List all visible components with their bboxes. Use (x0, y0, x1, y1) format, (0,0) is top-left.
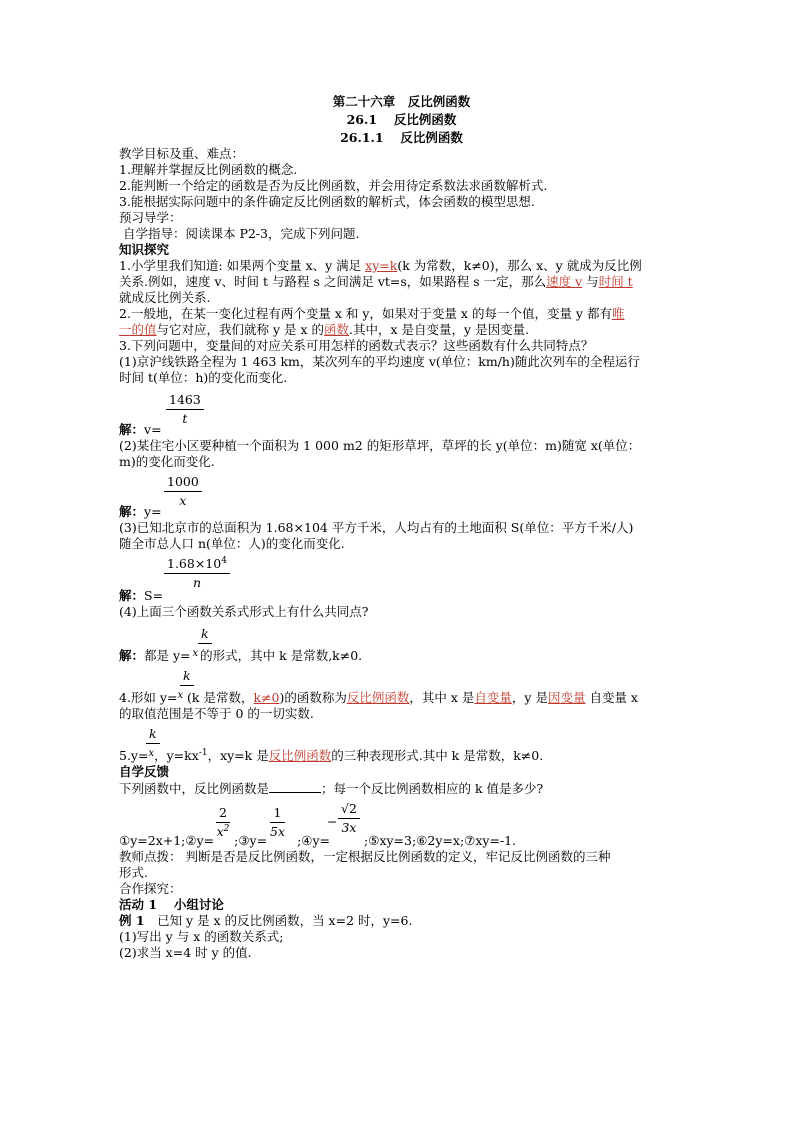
activity-heading: 活动 1 小组讨论 (119, 897, 224, 912)
answer-blank[interactable] (269, 780, 321, 793)
question-4: (4)上面三个函数关系式形式上有什么共同点? (119, 604, 369, 619)
paragraph-1: 1.小学里我们知道: 如果两个变量 x、y 满足 xy=k(k 为常数，k≠0)，那么 x、y 就成为反比例 (119, 258, 642, 273)
teacher-tip: 教师点拨： 判断是否是反比例函数，一定根据反比例函数的定义，牢记反比例函数的三种 (119, 849, 611, 864)
answer-inverse-function: 反比例函数 (346, 690, 410, 705)
fraction-sqrt2-3x: $\frac{√2}{3x}$ (338, 801, 360, 836)
preview-heading: 预习导学： (119, 210, 182, 225)
fraction-1000-x: $\frac{1000}{x}$ (164, 474, 202, 509)
objective-item: 2.能判断一个给定的函数是否为反比例函数，并会用待定系数法求函数解析式. (119, 178, 548, 193)
question-3: (3)已知北京市的总面积为 1.68×104 平方千米，人均占有的土地面积 S(单位：平方千米/人) (119, 520, 634, 535)
answer-xy-k: xy=k (365, 258, 398, 273)
question-2: (2)某住宅小区要种植一个面积为 1 000 m2 的矩形草坪，草坪的长 y(单位：m)随宽 x(单位： (119, 438, 641, 453)
fraction-k-x: k (198, 626, 212, 644)
function-list: ①y=2x+1;②y= ;③y= ;④y= ;⑤xy=3;⑥2y=x;⑦xy=-1. (119, 833, 517, 848)
cooperate-heading: 合作探究： (119, 881, 182, 896)
paragraph-3: 3.下列问题中，变量间的对应关系可用怎样的函数式表示？这些函数有什么共同特点？ (119, 338, 594, 353)
fraction-k-x-3: k (146, 726, 160, 744)
example-1: 例 1 已知 y 是 x 的反比例函数，当 x=2 时，y=6. (119, 913, 413, 928)
paragraph-4: 4.形如 y=$^x$ (k 是常数，k≠0)的函数称为反比例函数，其中 x 是自变量，y 是因变量 自变量 x (119, 690, 638, 705)
answer-dependent-var: 因变量 (547, 690, 586, 705)
example-q1: (1)写出 y 与 x 的函数关系式; (119, 929, 284, 944)
subsection-title: 26.1.1 反比例函数 (340, 130, 463, 145)
section-title: 26.1 反比例函数 (346, 112, 457, 127)
minus-sign: − (327, 814, 338, 829)
document-page: 第二十六章 反比例函数 26.1 反比例函数 26.1.1 反比例函数 教学目标及重、难点： 1.理解并掌握反比例函数的概念. 2.能判断一个给定的函数是否为反比例函数，并会用待定系数法求函数解析式. 3.能根据实际问题中的条件确定反比例函数的解析式，体会函数的模型思想. 预习导学： 自学指导：阅读课本 P2-3，完成下列问题. 知识探究 1.小学里我们知道: 如果两个变量 x、y 满足 xy=k(k 为常数，k≠0)，那么 x、y 就成为反比例 关系.例如，速度 v、时间 t 与路程 s 之间满足 vt=s，如果路程 s 一定，那么速度 v 与时间 t 就成反比例关系. 2.一般地，在某一变化过程有两个变量 x 和 y，如果对于变量 x 的每一个值，变量 y 都有唯 一的值与它对应，我们就称 y 是 x 的函数.其中，x 是自变量，y 是因变量. 3.下列问题中，变量间的对应关系可用怎样的函数式表示？这些函数有什么共同特点？ (1)京沪线铁路全程为 1 463 km，某次列车的平均速度 v(单位：km/h)随此次列车的全程运行 时间 t(单位：h)的变化而变化. $\frac{1463}{t}$ 解：v= (2)某住宅小区要种植一个面积为 1 000 m2 的矩形草坪，草坪的长 y(单位：m)随宽 x(单位： m)的变化而变化. $\frac{1000}{x}$ 解：y= (3)已知北京市的总面积为 1.68×104 平方千米，人均占有的土地面积 S(单位：平方千米/人) 随全市总人口 n(单位：人)的变化而变化. $\frac{1.68\times 10^4}{n}$ 解：S= (4)上面三个函数关系式形式上有什么共同点? k 解：都是 y= $^x$ 的形式，其中 k 是常数,k≠0. k 4.形如 y=$^x$ (k 是常数，k≠0)的函数称为反比例函数，其中 x 是自变量，y 是因变量 自变量 x 的取值范围是不等于 0 的一切实数. k 5.y=$^x$，$y=kx^{-1}$，xy=k 是反比例函数的三种表现形式.其中 k 是常数，k≠0. 自学反馈 下列函数中，反比例函数是 ；每一个反比例函数相应的 k 值是多少? $\frac{2}{x^2}$ $\frac{1}{5x}$ − $\frac{√2}{3x}$ ①y=2x+1;②y= ;③y= ;④y= ;⑤xy=3;⑥2y=x;⑦xy=-1. 教师点拨： 判断是否是反比例函数，一定根据反比例函数的定义，牢记反比例函数的三种 形式. 合作探究： 活动 1 小组讨论 例 1 已知 y 是 x 的反比例函数，当 x=2 时，y=6. (1)写出 y 与 x 的函数关系式; (2)求当 x=4 时 y 的值. (119, 94, 684, 961)
explore-heading: 知识探究 (119, 242, 170, 257)
example-q2: (2)求当 x=4 时 y 的值. (119, 945, 252, 960)
chapter-title: 第二十六章 反比例函数 (332, 94, 471, 109)
feedback-question: 下列函数中，反比例函数是 ；每一个反比例函数相应的 k 值是多少? (119, 781, 544, 796)
objective-item: 1.理解并掌握反比例函数的概念. (119, 162, 298, 177)
fraction-1463-t: $\frac{1463}{t}$ (166, 392, 204, 427)
answer-time: 时间 t (598, 274, 633, 289)
paragraph-2: 2.一般地，在某一变化过程有两个变量 x 和 y，如果对于变量 x 的每一个值，变量 y 都有唯 (119, 306, 625, 321)
fraction-2-x2: $\frac{2}{x^2}$ (216, 805, 230, 839)
answer-k-nonzero: k≠0 (253, 690, 280, 705)
answer-speed: 速度 v (546, 274, 583, 289)
fraction-k-x-2: k (180, 668, 194, 686)
feedback-heading: 自学反馈 (119, 764, 170, 779)
paragraph-5: 5.y=$^x$，$y=kx^{-1}$，xy=k 是反比例函数的三种表现形式.其中 k 是常数，k≠0. (119, 747, 544, 763)
preview-guide: 自学指导：阅读课本 P2-3，完成下列问题. (119, 226, 360, 241)
objectives-heading: 教学目标及重、难点： (119, 146, 245, 161)
answer-unique-value: 唯 (611, 306, 625, 321)
fraction-1-5x: $\frac{1}{5x}$ (270, 805, 286, 839)
question-1: (1)京沪线铁路全程为 1 463 km，某次列车的平均速度 v(单位：km/h)随此次列车的全程运行 (119, 354, 640, 369)
answer-inverse-function-2: 反比例函数 (268, 748, 332, 763)
answer-function: 函数 (324, 322, 350, 337)
fraction-area-n: $\frac{1.68\times 10^4}{n}$ (164, 556, 230, 591)
answer-independent-var: 自变量 (474, 690, 512, 705)
objective-item: 3.能根据实际问题中的条件确定反比例函数的解析式，体会函数的模型思想. (119, 194, 535, 209)
